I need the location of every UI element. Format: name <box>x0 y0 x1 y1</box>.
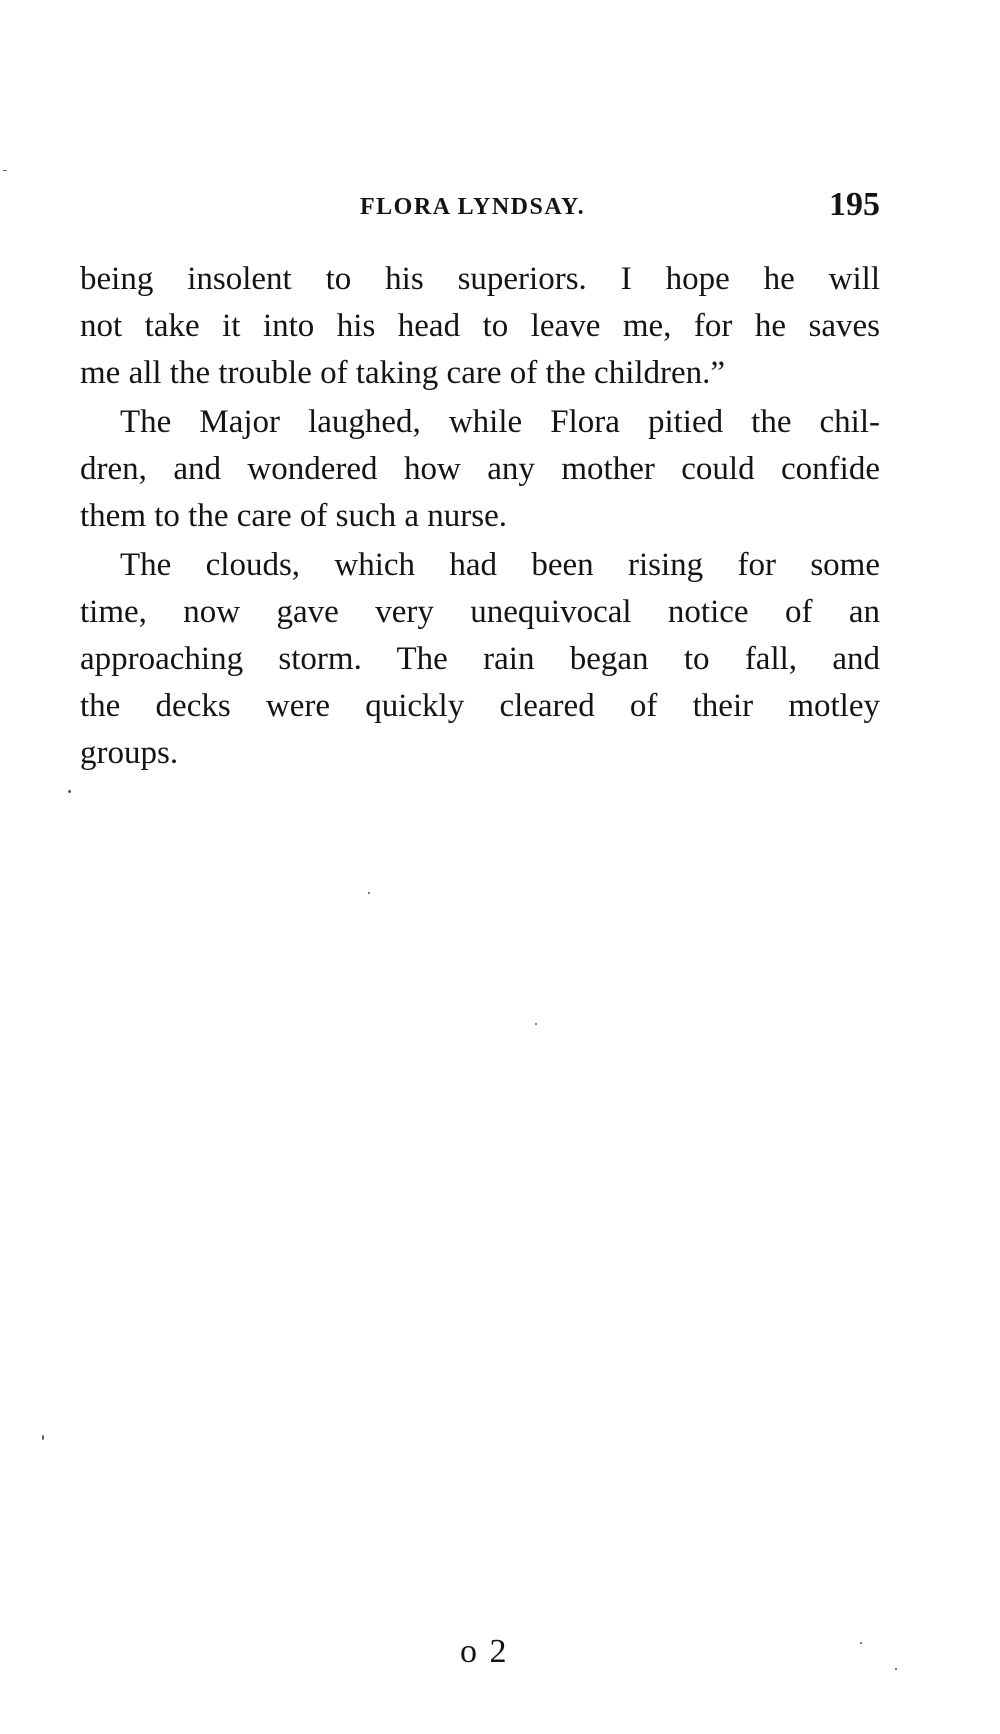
running-header <box>80 186 880 226</box>
scan-speck <box>68 790 71 793</box>
text-line: groups. <box>80 735 179 771</box>
scan-speck <box>42 1435 44 1440</box>
scan-speck <box>535 1023 537 1025</box>
signature-mark: o 2 <box>460 1633 509 1670</box>
text-line: them to the care of such a nurse. <box>80 498 508 534</box>
body-text <box>80 256 880 777</box>
scan-speck <box>368 892 370 894</box>
text-line: approaching storm. The rain began to fall, and <box>80 641 880 677</box>
text-line: being insolent to his superiors. I hope he will <box>80 261 880 297</box>
text-line: The clouds, which had been rising for some <box>120 547 880 583</box>
scan-speck <box>3 170 7 171</box>
text-line: time, now gave very unequivocal notice of an <box>80 594 880 630</box>
text-line: not take it into his head to leave me, for he saves <box>80 308 880 344</box>
text-line: me all the trouble of taking care of the children.” <box>80 355 726 391</box>
text-line: The Major laughed, while Flora pitied the chil- <box>120 404 880 440</box>
page-number: 195 <box>829 186 880 223</box>
text-line: the decks were quickly cleared of their motley <box>80 688 880 724</box>
scan-speck <box>860 1642 862 1644</box>
running-title: FLORA LYNDSAY. <box>360 194 586 220</box>
text-line: dren, and wondered how any mother could confide <box>80 451 880 487</box>
scan-speck <box>895 1668 897 1670</box>
